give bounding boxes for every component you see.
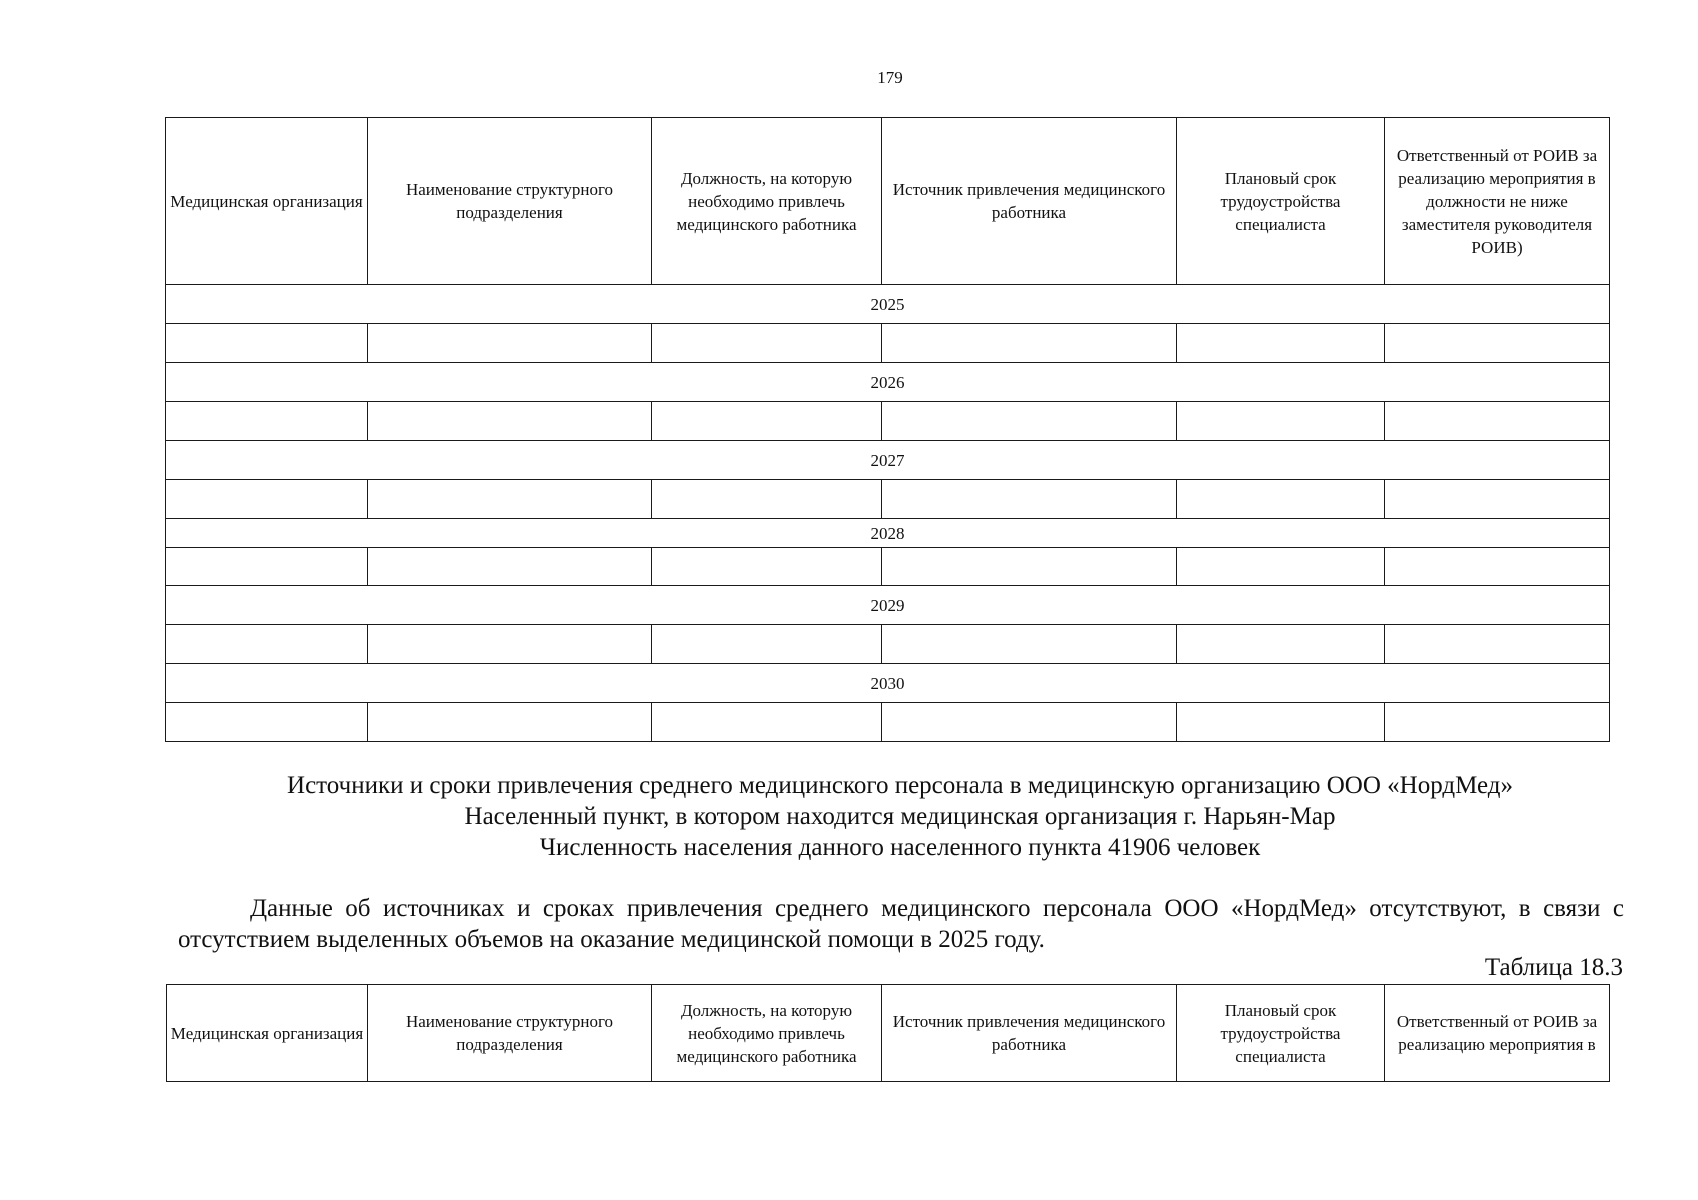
table-cell	[1385, 402, 1610, 441]
table-cell	[368, 548, 652, 586]
table-cell	[166, 480, 368, 519]
table-row	[166, 402, 1610, 441]
year-cell: 2029	[166, 586, 1610, 625]
table-row	[166, 324, 1610, 363]
header-structural-unit: Наименование структурного подразделения	[368, 985, 652, 1082]
table-cell	[1177, 480, 1385, 519]
year-row	[166, 664, 1610, 703]
table-cell	[368, 625, 652, 664]
header-position: Должность, на которую необходимо привлечь медицинского работника	[652, 985, 882, 1082]
year-row	[166, 441, 1610, 480]
table-label: Таблица 18.3	[1484, 954, 1623, 981]
header-planned-date: Плановый срок трудоустройства специалиста	[1177, 118, 1385, 285]
year-cell: 2028	[166, 519, 1610, 548]
year-row	[166, 519, 1610, 548]
table-cell	[882, 402, 1177, 441]
header-source: Источник привлечения медицинского работника	[882, 985, 1177, 1082]
header-source: Источник привлечения медицинского работника	[882, 118, 1177, 285]
year-cell: 2030	[166, 664, 1610, 703]
staffing-table	[165, 117, 1610, 742]
table-header-row	[166, 118, 1610, 285]
table-cell	[1177, 703, 1385, 742]
table-cell	[652, 548, 882, 586]
table-cell	[882, 625, 1177, 664]
table-cell	[1385, 625, 1610, 664]
table-cell	[166, 548, 368, 586]
table-cell	[1177, 625, 1385, 664]
caption-population: Численность населения данного населенного пункта 41906 человек	[539, 834, 1261, 861]
header-medical-organization: Медицинская организация	[167, 985, 368, 1082]
header-structural-unit: Наименование структурного подразделения	[368, 118, 652, 285]
header-position: Должность, на которую необходимо привлечь медицинского работника	[652, 118, 882, 285]
year-row	[166, 285, 1610, 324]
year-row	[166, 586, 1610, 625]
table-cell	[166, 324, 368, 363]
table-header-row	[167, 985, 1610, 1082]
header-responsible: Ответственный от РОИВ за реализацию мероприятия в должности не ниже заместителя руководителя РОИВ)	[1385, 118, 1610, 285]
table-cell	[368, 703, 652, 742]
header-planned-date: Плановый срок трудоустройства специалиста	[1177, 985, 1385, 1082]
paragraph: Данные об источниках и сроках привлечения среднего медицинского персонала ООО «НордМед» отсутствуют, в связи с отсутствием выделенных объемов на оказание медицинской помощи в 2025 году.	[178, 895, 1624, 953]
staffing-table-2	[166, 984, 1610, 1082]
table-cell	[368, 402, 652, 441]
table-cell	[652, 625, 882, 664]
table-cell	[166, 402, 368, 441]
table-cell	[1385, 703, 1610, 742]
table-row	[166, 548, 1610, 586]
table-cell	[166, 625, 368, 664]
table-cell	[1177, 548, 1385, 586]
table-cell	[368, 480, 652, 519]
table-cell	[882, 703, 1177, 742]
year-row	[166, 363, 1610, 402]
table-cell	[652, 480, 882, 519]
table-cell	[1385, 324, 1610, 363]
year-cell: 2027	[166, 441, 1610, 480]
table-cell	[166, 703, 368, 742]
table-cell	[652, 703, 882, 742]
table-cell	[882, 480, 1177, 519]
table-cell	[368, 324, 652, 363]
table-row	[166, 703, 1610, 742]
header-responsible: Ответственный от РОИВ за реализацию мероприятия в	[1385, 985, 1610, 1082]
table-cell	[1385, 548, 1610, 586]
table-cell	[1177, 402, 1385, 441]
table-cell	[652, 402, 882, 441]
table-cell	[882, 548, 1177, 586]
table-row	[166, 625, 1610, 664]
table-row	[166, 480, 1610, 519]
page-number: 179	[877, 68, 903, 87]
caption-locality: Населенный пункт, в котором находится медицинская организация г. Нарьян-Мар	[464, 803, 1336, 830]
table-cell	[652, 324, 882, 363]
caption-title: Источники и сроки привлечения среднего медицинского персонала в медицинскую организацию ООО «НордМед»	[287, 772, 1513, 799]
table-cell	[1177, 324, 1385, 363]
year-cell: 2025	[166, 285, 1610, 324]
year-cell: 2026	[166, 363, 1610, 402]
table-cell	[1385, 480, 1610, 519]
header-medical-organization: Медицинская организация	[166, 118, 368, 285]
table-cell	[882, 324, 1177, 363]
